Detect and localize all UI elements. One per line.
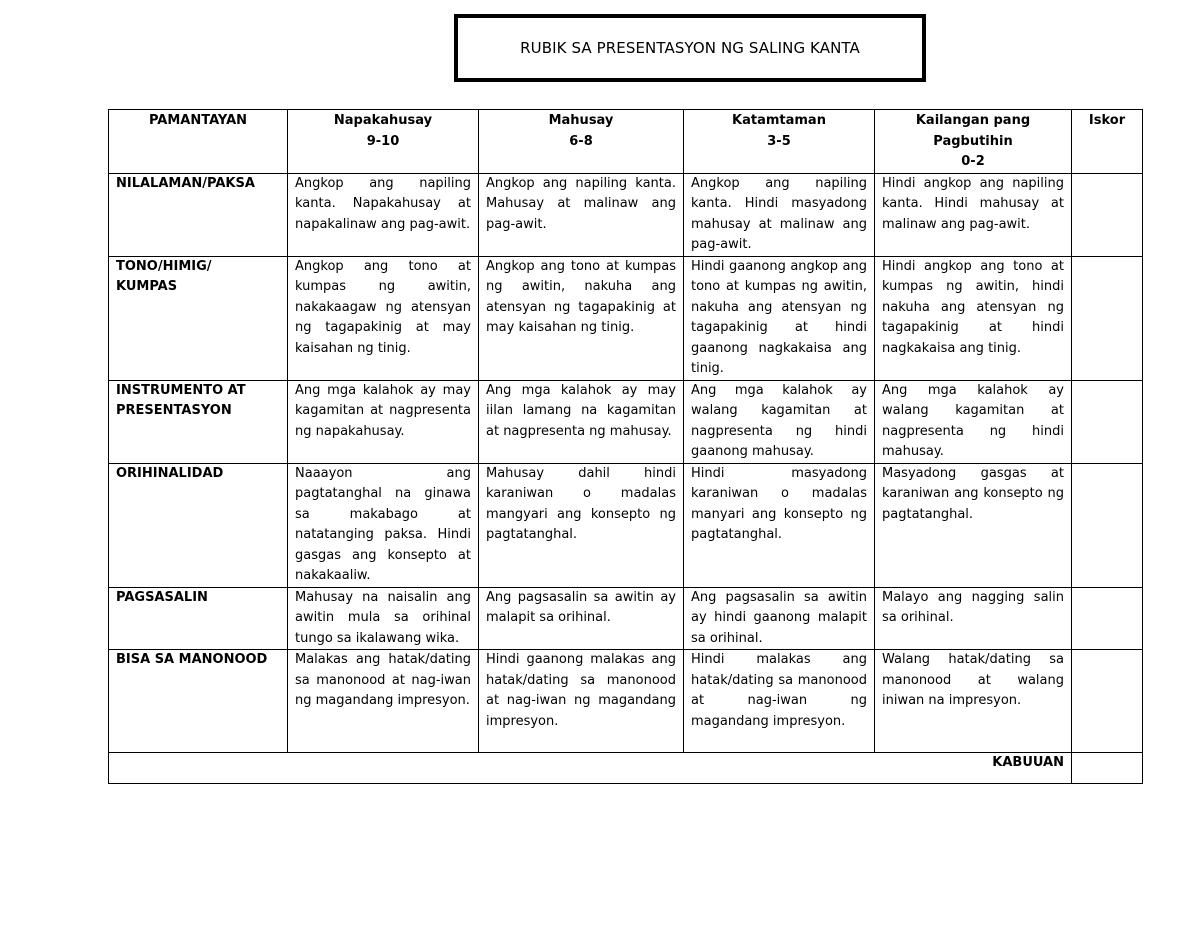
criterion-cell: PAGSASALIN (109, 587, 288, 650)
descriptor-cell: Ang mga kalahok ay walang kagamitan at nagpresenta ng hindi mahusay. (875, 380, 1072, 463)
descriptor-cell: Naaayon ang pagtatanghal na ginawa sa makabago at natatanging paksa. Hindi gasgas ang konsepto at nakakaaliw. (288, 463, 479, 587)
header-level-3: Katamtaman 3-5 (684, 110, 875, 174)
descriptor-cell: Hindi masyadong karaniwan o madalas manyari ang konsepto ng pagtatanghal. (684, 463, 875, 587)
descriptor-cell: Hindi gaanong malakas ang hatak/dating sa manonood at nag-iwan ng magandang impresyon. (479, 650, 684, 753)
table-row (109, 256, 1143, 380)
title-box (454, 14, 926, 82)
descriptor-cell: Hindi malakas ang hatak/dating sa manonood at nag-iwan ng magandang impresyon. (684, 650, 875, 753)
table-row (109, 587, 1143, 650)
criterion-cell: BISA SA MANONOOD (109, 650, 288, 753)
table-row (109, 650, 1143, 753)
total-row (109, 753, 1143, 784)
score-cell[interactable] (1072, 587, 1143, 650)
header-level-1: Napakahusay 9-10 (288, 110, 479, 174)
descriptor-cell: Angkop ang napiling kanta. Napakahusay at napakalinaw ang pag-awit. (288, 173, 479, 256)
descriptor-cell: Mahusay na naisalin ang awitin mula sa orihinal tungo sa ikalawang wika. (288, 587, 479, 650)
descriptor-cell: Walang hatak/dating sa manonood at walang iniwan na impresyon. (875, 650, 1072, 753)
descriptor-cell: Malakas ang hatak/dating sa manonood at nag-iwan ng magandang impresyon. (288, 650, 479, 753)
score-cell[interactable] (1072, 380, 1143, 463)
descriptor-cell: Hindi angkop ang napiling kanta. Hindi mahusay at malinaw ang pag-awit. (875, 173, 1072, 256)
descriptor-cell: Angkop ang napiling kanta. Mahusay at malinaw ang pag-awit. (479, 173, 684, 256)
descriptor-cell: Hindi angkop ang tono at kumpas ng awitin, hindi nakuha ang atensyan ng tagapakinig at hindi nagkakaisa ang tinig. (875, 256, 1072, 380)
table-row (109, 380, 1143, 463)
criterion-cell: TONO/HIMIG/ KUMPAS (109, 256, 288, 380)
descriptor-cell: Malayo ang nagging salin sa orihinal. (875, 587, 1072, 650)
total-score-cell[interactable] (1072, 753, 1143, 784)
descriptor-cell: Mahusay dahil hindi karaniwan o madalas mangyari ang konsepto ng pagtatanghal. (479, 463, 684, 587)
score-cell[interactable] (1072, 650, 1143, 753)
table-row (109, 173, 1143, 256)
descriptor-cell: Masyadong gasgas at karaniwan ang konsepto ng pagtatanghal. (875, 463, 1072, 587)
criterion-cell: NILALAMAN/PAKSA (109, 173, 288, 256)
descriptor-cell: Angkop ang tono at kumpas ng awitin, nakuha ang atensyan ng tagapakinig at may kaisahan ng tinig. (479, 256, 684, 380)
criterion-cell: ORIHINALIDAD (109, 463, 288, 587)
header-criteria: PAMANTAYAN (109, 110, 288, 174)
table-row (109, 463, 1143, 587)
header-level-4: Kailangan pang Pagbutihin 0-2 (875, 110, 1072, 174)
descriptor-cell: Ang pagsasalin sa awitin ay malapit sa orihinal. (479, 587, 684, 650)
score-cell[interactable] (1072, 463, 1143, 587)
descriptor-cell: Hindi gaanong angkop ang tono at kumpas ng awitin, nakuha ang atensyan ng tagapakinig at hindi gaanong nagkakaisa ang tinig. (684, 256, 875, 380)
score-cell[interactable] (1072, 256, 1143, 380)
header-score: Iskor (1072, 110, 1143, 174)
header-row (109, 110, 1143, 174)
descriptor-cell: Ang mga kalahok ay may kagamitan at nagpresenta ng napakahusay. (288, 380, 479, 463)
total-label: KABUUAN (109, 753, 1072, 784)
criterion-cell: INSTRUMENTO AT PRESENTASYON (109, 380, 288, 463)
score-cell[interactable] (1072, 173, 1143, 256)
descriptor-cell: Ang mga kalahok ay walang kagamitan at nagpresenta ng hindi gaanong mahusay. (684, 380, 875, 463)
rubric-table (108, 109, 1143, 784)
descriptor-cell: Ang pagsasalin sa awitin ay hindi gaanong malapit sa orihinal. (684, 587, 875, 650)
descriptor-cell: Angkop ang napiling kanta. Hindi masyadong mahusay at malinaw ang pag-awit. (684, 173, 875, 256)
descriptor-cell: Ang mga kalahok ay may iilan lamang na kagamitan at nagpresenta ng mahusay. (479, 380, 684, 463)
page-title: RUBIK SA PRESENTASYON NG SALING KANTA (520, 39, 860, 57)
header-level-2: Mahusay 6-8 (479, 110, 684, 174)
descriptor-cell: Angkop ang tono at kumpas ng awitin, nakakaagaw ng atensyan ng tagapakinig at may kaisahan ng tinig. (288, 256, 479, 380)
